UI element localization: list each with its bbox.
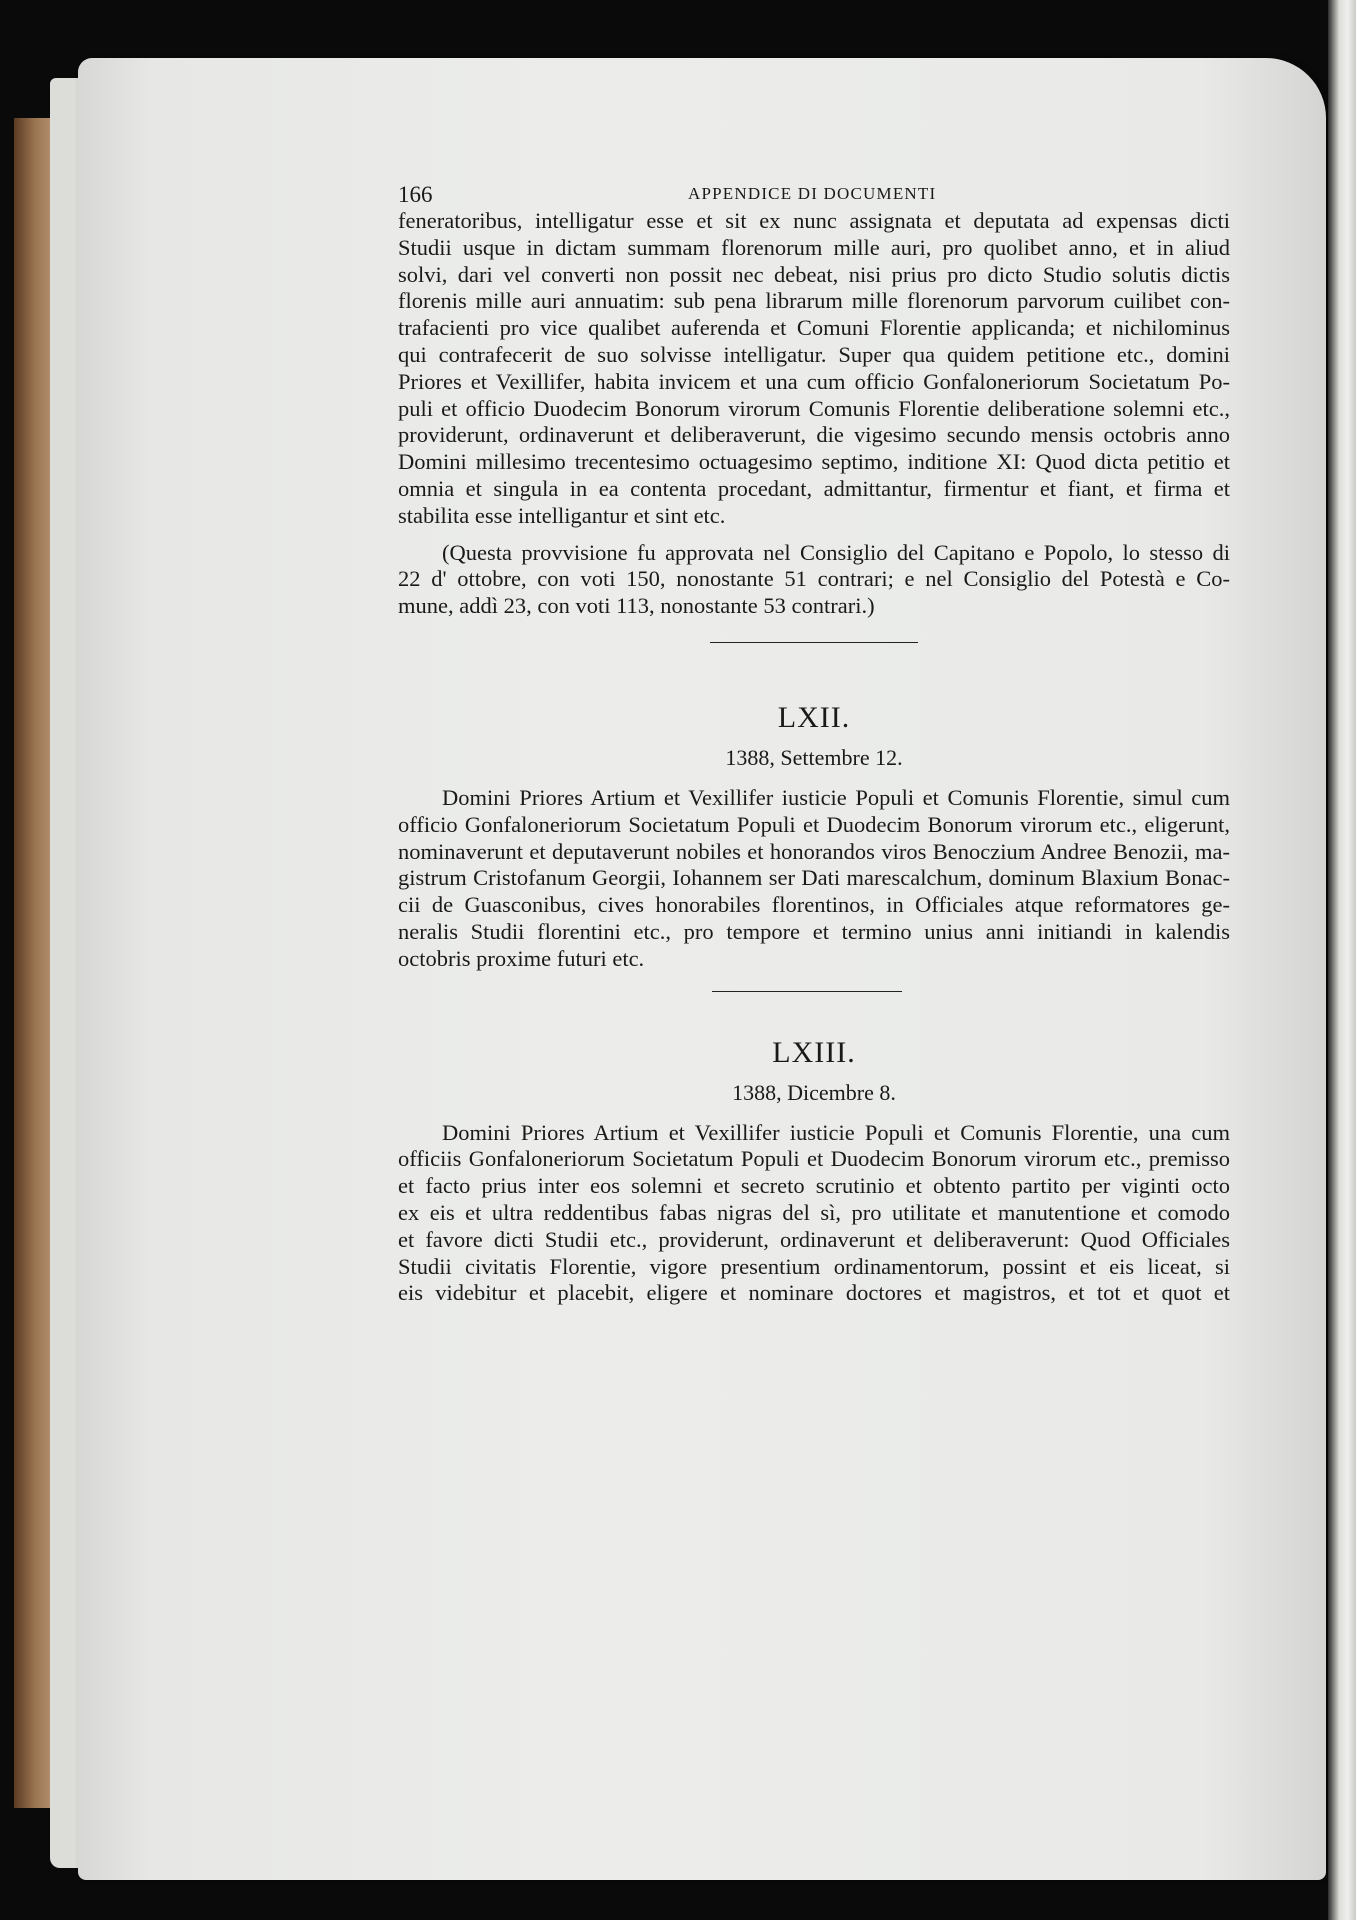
text-line: Domini Priores Artium et Vexillifer iusticie Populi et Comunis Florentie, simul cum	[442, 784, 1230, 810]
text-line: et favore dicti Studii etc., providerunt, ordinaverunt et deliberaverunt: Quod Officiales	[398, 1226, 1230, 1252]
note-line: (Questa provvisione fu approvata nel Consiglio del Capitano e Popolo, lo stesso di	[442, 539, 1230, 565]
text-line: Priores et Vexillifer, habita invicem et una cum officio Gonfaloneriorum Societatum Po-	[398, 368, 1230, 394]
text-line: officiis Gonfaloneriorum Societatum Populi et Duodecim Bonorum virorum etc., premisso	[398, 1146, 1230, 1172]
text-line: octobris proxime futuri etc.	[398, 945, 645, 971]
text-line: ex eis et ultra reddentibus fabas nigras del sì, pro utilitate et manutentione et comodo	[398, 1199, 1230, 1225]
text-line: officio Gonfaloneriorum Societatum Populi et Duodecim Bonorum virorum etc., eligerunt,	[398, 811, 1230, 837]
running-head: APPENDICE DI DOCUMENTI	[688, 184, 937, 203]
text-line: Domini Priores Artium et Vexillifer iusticie Populi et Comunis Florentie, una cum	[442, 1119, 1230, 1145]
note-line: mune, addì 23, con voti 113, nonostante 53 contrari.)	[398, 593, 875, 619]
editorial-note	[398, 540, 1230, 620]
document-number: LXIII.	[772, 1035, 856, 1069]
text-line: puli et officio Duodecim Bonorum virorum Comunis Florentie deliberatione solemni etc.,	[398, 395, 1230, 421]
text-line: Studii civitatis Florentie, vigore presentium ordinamentorum, possint et eis liceat, si	[398, 1253, 1230, 1279]
text-line: omnia et singula in ea contenta procedant, admittantur, firmentur et fiant, et firma et	[398, 475, 1230, 501]
text-line: Domini millesimo trecentesimo octuagesimo septimo, inditione XI: Quod dicta petitio et	[398, 449, 1230, 475]
text-line: florenis mille auri annuatim: sub pena librarum mille florenorum parvorum cuilibet con-	[398, 288, 1230, 314]
text-line: stabilita esse intelligantur et sint etc.	[398, 502, 726, 528]
document-text	[398, 785, 1230, 973]
text-line: trafacienti pro vice qualibet auferenda et Comuni Florentie applicanda; et nichilominus	[398, 315, 1230, 341]
document-date: 1388, Settembre 12.	[725, 744, 903, 770]
document-text	[398, 1120, 1230, 1308]
document-date: 1388, Dicembre 8.	[732, 1079, 896, 1105]
section-divider	[710, 642, 918, 643]
note-line: 22 d' ottobre, con voti 150, nonostante 51 contrari; e nel Consiglio del Potestà e Co-	[398, 566, 1230, 592]
text-line: eis videbitur et placebit, eligere et nominare doctores et magistros, et tot et quot et	[398, 1280, 1230, 1306]
document-number: LXII.	[777, 700, 851, 734]
text-line: gistrum Cristofanum Georgii, Iohannem ser Dati marescalchum, dominum Blaxium Bonac-	[398, 865, 1230, 891]
facing-page-edge	[1328, 0, 1356, 1920]
text-line: nominaverunt et deputaverunt nobiles et honorandos viros Benoczium Andree Benozii, ma-	[398, 838, 1230, 864]
page-content	[398, 178, 1230, 1307]
text-line: feneratoribus, intelligatur esse et sit ex nunc assignata et deputata ad expensas dicti	[398, 208, 1230, 233]
section-divider	[712, 991, 902, 992]
text-line: qui contrafecerit de suo solvisse intelligatur. Super qua quidem petitione etc., domini	[398, 341, 1230, 367]
text-line: cii de Guasconibus, cives honorabiles florentinos, in Officiales atque reformatores ge-	[398, 892, 1230, 918]
continuation-paragraph	[398, 208, 1230, 530]
page-number: 166	[398, 182, 433, 207]
text-line: et facto prius inter eos solemni et secreto scrutinio et obtento partito per viginti octo	[398, 1173, 1230, 1199]
page-header	[398, 178, 1230, 208]
text-line: solvi, dari vel converti non possit nec debeat, nisi prius pro dicto Studio solutis dictis	[398, 261, 1230, 287]
text-line: providerunt, ordinaverunt et deliberaverunt, die vigesimo secundo mensis octobris anno	[398, 422, 1230, 448]
text-line: Studii usque in dictam summam florenorum mille auri, pro quolibet anno, et in aliud	[398, 234, 1230, 260]
text-line: neralis Studii florentini etc., pro tempore et termino unius anni initiandi in kalendis	[398, 918, 1230, 944]
